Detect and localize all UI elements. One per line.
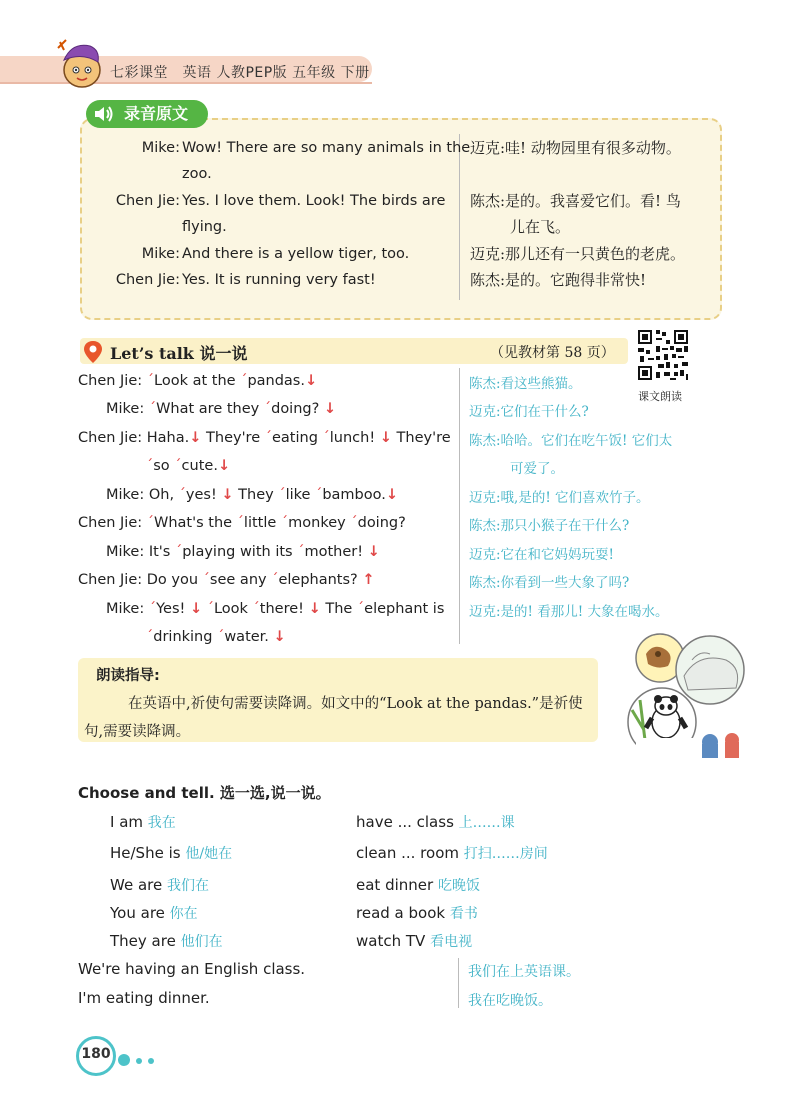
dialogue-text: Look — [213, 601, 248, 617]
rec-line-en: zoo. — [182, 166, 212, 182]
option-zh: 他/她在 — [185, 846, 233, 862]
choose-option-right[interactable] — [356, 875, 480, 895]
rec-line-en: Yes. It is running very fast! — [182, 272, 376, 288]
rec-line-zh: 儿在飞。 — [510, 218, 571, 236]
falling-tone-arrow: ↓ — [189, 430, 202, 446]
decor-dot — [136, 1058, 142, 1064]
translation-line: 可爱了。 — [510, 461, 564, 477]
choose-option-right[interactable] — [356, 812, 515, 832]
dialogue-text: little — [243, 515, 277, 531]
dialogue-text: The — [325, 601, 353, 617]
option-en: read a book — [356, 904, 446, 922]
dialogue-text: Haha. — [146, 430, 190, 446]
dialogue-text: They're — [396, 430, 451, 446]
dialogue-text: They — [238, 487, 274, 503]
dialogue-text: lunch! — [329, 430, 376, 446]
dialogue-line: Mike: ˊYes! ↓ ˊLook ˊthere! ↓ The ˊelephant is — [106, 601, 445, 617]
mascot-icon — [52, 38, 108, 90]
choose-and-tell-title: Choose and tell. 选一选,说一说。 — [78, 784, 331, 802]
dialogue-speaker: Chen Jie: — [78, 572, 143, 588]
page-number: 180 — [81, 1046, 111, 1062]
translation-line: 迈克:是的! 看那儿! 大象在喝水。 — [469, 604, 669, 620]
choose-option-right[interactable] — [356, 843, 548, 863]
dialogue-line: ˊdrinking ˊwater. ↓ — [146, 629, 286, 645]
dialogue-text: drinking — [153, 629, 213, 645]
example-sentence-en: I'm eating dinner. — [78, 989, 210, 1007]
recording-tag-label: 录音原文 — [124, 104, 189, 123]
dialogue-text: Look at the — [154, 373, 236, 389]
rec-line-en: Yes. I love them. Look! The birds are — [182, 193, 446, 209]
falling-tone-arrow: ↓ — [221, 487, 234, 503]
translation-line: 迈克:它们在干什么? — [469, 404, 589, 420]
rec-line-zh: 迈克:哇! 动物园里有很多动物。 — [470, 139, 681, 157]
translation-line: 陈杰:你看到一些大象了吗? — [469, 575, 630, 591]
reading-guide-title: 朗读指导: — [96, 668, 160, 684]
dialogue-text: elephants? — [278, 572, 358, 588]
example-sentence-zh: 我们在上英语课。 — [468, 964, 580, 980]
option-en: He/She is — [110, 844, 181, 862]
rec-line-en: flying. — [182, 219, 227, 235]
decor-dot — [148, 1058, 154, 1064]
example-sentence-en: We're having an English class. — [78, 960, 306, 978]
translation-line: 陈杰:看这些熊猫。 — [469, 376, 582, 392]
dialogue-text: cute. — [181, 458, 218, 474]
rec-line-zh: 陈杰:是的。我喜爱它们。看! 鸟 — [470, 192, 681, 210]
option-en: I am — [110, 813, 143, 831]
header-title: 七彩课堂 英语 人教PEP版 五年级 下册 — [110, 65, 370, 81]
dialogue-speaker: Mike: — [106, 487, 145, 503]
dialogue-speaker: Chen Jie: — [78, 373, 143, 389]
choose-option-left[interactable] — [110, 812, 176, 832]
example-divider — [458, 958, 459, 1008]
rec-line-zh: 陈杰:是的。它跑得非常快! — [470, 271, 647, 289]
textbook-reference: （见教材第 58 页） — [490, 345, 615, 361]
dialogue-text: water. — [224, 629, 269, 645]
dialogue-text: yes! — [185, 487, 217, 503]
dialogue-line: Chen Jie: ˊLook at the ˊpandas.↓ — [78, 373, 318, 389]
dialogue-line: Chen Jie: ˊWhat's the ˊlittle ˊmonkey ˊdoing? — [78, 515, 406, 531]
option-zh: 上……课 — [458, 815, 515, 831]
dialogue-text: see any — [209, 572, 267, 588]
speaker-icon — [92, 104, 114, 124]
translation-line: 迈克:哦,是的! 它们喜欢竹子。 — [469, 490, 650, 506]
option-en: They are — [110, 932, 176, 950]
dialogue-text: They're — [206, 430, 261, 446]
dialogue-text: mother! — [304, 544, 364, 560]
option-zh: 他们在 — [180, 934, 223, 950]
rec-speaker: Mike: — [141, 246, 180, 262]
dialogue-speaker: Chen Jie: — [78, 515, 143, 531]
option-en: eat dinner — [356, 876, 434, 894]
rec-line-zh: 迈克:那儿还有一只黄色的老虎。 — [470, 245, 686, 263]
dialogue-text: there! — [259, 601, 304, 617]
dialogue-line: ˊso ˊcute.↓ — [146, 458, 231, 474]
qr-code-icon[interactable] — [636, 328, 690, 382]
qr-label: 课文朗读 — [638, 390, 682, 403]
option-zh: 吃晚饭 — [437, 878, 480, 894]
falling-tone-arrow: ↓ — [323, 401, 337, 417]
dialogue-line: Chen Jie: Do you ˊsee any ˊelephants? ↑ — [78, 572, 375, 588]
dialogue-line: Mike: ˊWhat are they ˊdoing? ↓ — [106, 401, 337, 417]
falling-tone-arrow: ↓ — [379, 430, 392, 446]
dialogue-text: eating — [271, 430, 318, 446]
option-zh: 看电视 — [430, 934, 473, 950]
option-zh: 你在 — [169, 906, 198, 922]
recording-divider — [459, 134, 460, 300]
translation-line: 迈克:它在和它妈妈玩耍! — [469, 547, 614, 563]
dialogue-line: Chen Jie: Haha.↓ They're ˊeating ˊlunch! ↓ They're — [78, 430, 451, 446]
translation-line: 陈杰:哈哈。它们在吃午饭! 它们太 — [469, 433, 673, 449]
falling-tone-arrow: ↓ — [304, 373, 318, 389]
decor-dot — [118, 1054, 130, 1066]
dialogue-line: Mike: Oh, ˊyes! ↓ They ˊlike ˊbamboo.↓ — [106, 487, 398, 503]
lets-talk-title: Let’s talk 说一说 — [110, 344, 248, 363]
option-en: You are — [110, 904, 165, 922]
dialogue-divider — [459, 368, 460, 644]
falling-tone-arrow: ↓ — [308, 601, 321, 617]
option-zh: 我们在 — [167, 878, 209, 894]
dialogue-text: like — [285, 487, 311, 503]
recording-tag — [86, 100, 208, 128]
dialogue-text: What's the — [154, 515, 233, 531]
rec-speaker: Chen Jie: — [115, 272, 180, 288]
example-sentence-zh: 我在吃晚饭。 — [468, 993, 552, 1009]
falling-tone-arrow: ↓ — [273, 629, 286, 645]
location-pin-icon — [82, 340, 104, 364]
falling-tone-arrow: ↓ — [367, 544, 380, 560]
dialogue-speaker: Mike: — [106, 601, 145, 617]
falling-tone-arrow: ↓ — [189, 601, 203, 617]
dialogue-text: It's — [148, 544, 171, 560]
dialogue-text: Do you — [146, 572, 199, 588]
option-en: have ... class — [356, 813, 454, 831]
option-zh: 打扫……房间 — [463, 846, 548, 862]
translation-line: 陈杰:那只小猴子在干什么? — [469, 518, 630, 534]
dialogue-speaker: Chen Jie: — [78, 430, 143, 446]
rec-line-en: And there is a yellow tiger, too. — [182, 246, 410, 262]
choose-option-right[interactable] — [356, 903, 478, 923]
dialogue-text: doing? — [271, 401, 320, 417]
choose-option-left[interactable] — [110, 903, 198, 923]
option-zh: 看书 — [449, 906, 478, 922]
choose-option-left[interactable] — [110, 931, 223, 951]
choose-option-right[interactable] — [356, 931, 472, 951]
rec-line-en: Wow! There are so many animals in the — [182, 140, 471, 156]
dialogue-text: What are they — [156, 401, 260, 417]
choose-option-left[interactable] — [110, 875, 209, 895]
zoo-illustration — [618, 630, 754, 758]
rec-speaker: Mike: — [141, 140, 180, 156]
dialogue-text: elephant is — [364, 601, 445, 617]
dialogue-text: Oh, — [148, 487, 175, 503]
choose-option-left[interactable] — [110, 843, 232, 863]
rising-tone-arrow: ↑ — [362, 572, 375, 588]
dialogue-speaker: Mike: — [106, 401, 145, 417]
dialogue-line: Mike: It's ˊplaying with its ˊmother! ↓ — [106, 544, 380, 560]
falling-tone-arrow: ↓ — [217, 458, 231, 474]
dialogue-text: playing with its — [182, 544, 293, 560]
option-en: clean ... room — [356, 844, 459, 862]
falling-tone-arrow: ↓ — [385, 487, 398, 503]
option-en: watch TV — [356, 932, 426, 950]
dialogue-text: bamboo. — [322, 487, 386, 503]
rec-speaker: Chen Jie: — [115, 193, 180, 209]
dialogue-text: pandas. — [247, 373, 305, 389]
option-en: We are — [110, 876, 163, 894]
dialogue-speaker: Mike: — [106, 544, 145, 560]
dialogue-text: monkey — [288, 515, 346, 531]
dialogue-text: so — [153, 458, 170, 474]
option-zh: 我在 — [147, 815, 176, 831]
reading-guide-text: 在英语中,祈使句需要读降调。如文中的“Look at the pandas.”是祈使句,需要读降调。 — [84, 696, 583, 740]
dialogue-text: doing? — [357, 515, 406, 531]
dialogue-text: Yes! — [156, 601, 186, 617]
